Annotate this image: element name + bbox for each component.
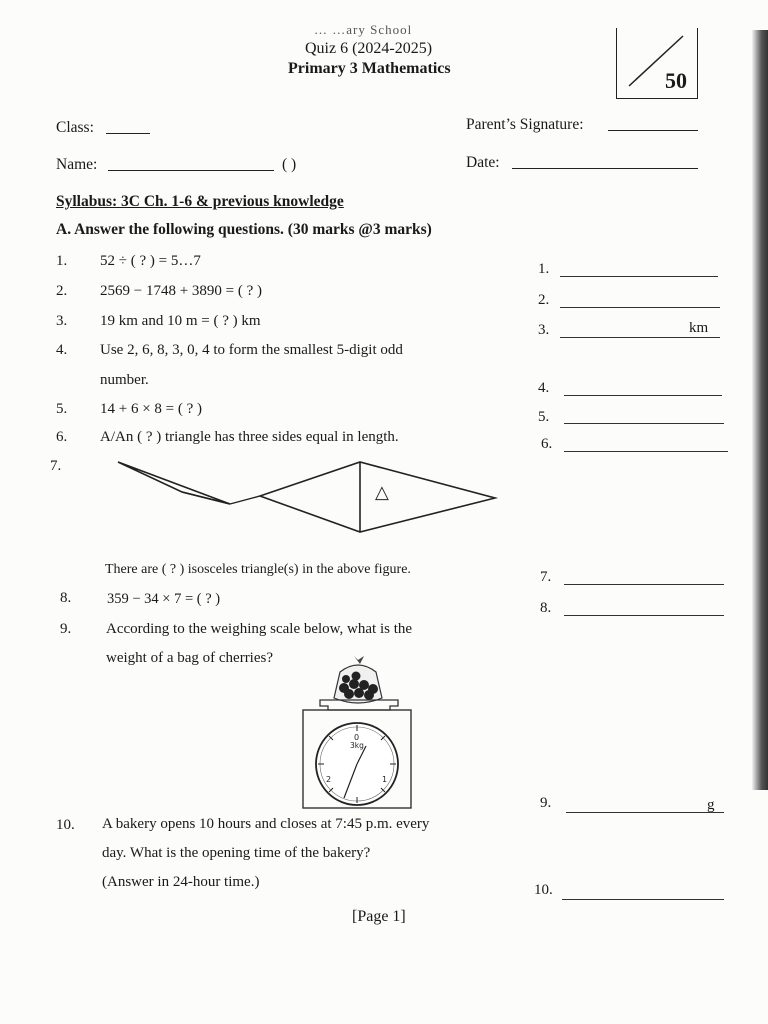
question-number: 4.: [56, 342, 68, 358]
answer-unit-g: g: [707, 797, 715, 813]
question-number: 9.: [60, 621, 72, 637]
question-number: 1.: [56, 253, 68, 269]
class-number-paren: ( ): [282, 156, 297, 173]
question-text: A bakery opens 10 hours and closes at 7:45 p.m. every: [102, 816, 430, 832]
question-text: 14 + 6 × 8 = ( ? ): [100, 401, 203, 417]
answer-number: 2.: [538, 292, 550, 308]
total-marks: 50: [665, 68, 687, 93]
triangle-symbol: △: [375, 482, 389, 503]
question-text: There are ( ? ) isosceles triangle(s) in the above figure.: [105, 562, 411, 577]
answer-line-3[interactable]: [560, 337, 720, 338]
syllabus-line: Syllabus: 3C Ch. 1-6 & previous knowledge: [56, 193, 344, 210]
answer-number: 10.: [534, 882, 553, 898]
question-text: 2569 − 1748 + 3890 = ( ? ): [100, 283, 263, 299]
answer-number: 6.: [541, 436, 553, 452]
answer-line-8[interactable]: [564, 615, 724, 616]
answer-number: 3.: [538, 322, 550, 338]
answer-number: 9.: [540, 795, 552, 811]
answer-line-2[interactable]: [560, 307, 720, 308]
page-number: [Page 1]: [352, 908, 406, 925]
question-number: 3.: [56, 313, 68, 329]
question-text: 19 km and 10 m = ( ? ) km: [100, 313, 261, 329]
question-text: 359 − 34 × 7 = ( ? ): [107, 591, 221, 607]
question-text: A/An ( ? ) triangle has three sides equal in length.: [100, 429, 399, 445]
answer-number: 8.: [540, 600, 552, 616]
scale-left-mark: 2: [326, 775, 332, 784]
question-number: 10.: [56, 817, 75, 833]
weighing-scale-figure: [300, 654, 414, 812]
score-box: [616, 28, 698, 99]
question-number: 8.: [60, 590, 72, 606]
question-text: 52 ÷ ( ? ) = 5…7: [100, 253, 201, 269]
parent-signature-label: Parent’s Signature:: [466, 116, 584, 133]
scale-capacity: 3kg: [350, 741, 364, 750]
answer-number: 4.: [538, 380, 550, 396]
question-number: 6.: [56, 429, 68, 445]
question-number: 5.: [56, 401, 68, 417]
answer-unit-km: km: [689, 320, 709, 336]
question-number: 7.: [50, 458, 62, 474]
quiz-title: Quiz 6 (2024-2025): [305, 40, 433, 57]
answer-line-6[interactable]: [564, 451, 728, 452]
school-name-partial: … …ary School: [314, 22, 413, 37]
answer-number: 1.: [538, 261, 550, 277]
parent-signature-field[interactable]: [608, 130, 698, 131]
answer-line-1[interactable]: [560, 276, 718, 277]
question-text: Use 2, 6, 8, 3, 0, 4 to form the smallest 5-digit odd: [100, 342, 403, 358]
answer-number: 5.: [538, 409, 550, 425]
class-label: Class:: [56, 119, 94, 136]
question-text-line3: (Answer in 24-hour time.): [102, 874, 260, 890]
answer-line-4[interactable]: [564, 395, 722, 396]
triangles-figure: [110, 456, 500, 536]
page-edge-shadow: [752, 30, 768, 790]
date-field[interactable]: [512, 168, 698, 169]
date-label: Date:: [466, 154, 500, 171]
scale-top-mark: 0: [354, 733, 360, 742]
section-a-heading: A. Answer the following questions. (30 marks @3 marks): [56, 221, 432, 238]
name-field[interactable]: [108, 170, 274, 171]
subject-title: Primary 3 Mathematics: [288, 60, 451, 77]
class-field[interactable]: [106, 133, 150, 134]
answer-line-7[interactable]: [564, 584, 724, 585]
question-text-line2: day. What is the opening time of the bakery?: [102, 845, 371, 861]
question-text-line2: weight of a bag of cherries?: [106, 650, 274, 666]
answer-line-10[interactable]: [562, 899, 724, 900]
name-label: Name:: [56, 156, 98, 173]
answer-line-5[interactable]: [564, 423, 724, 424]
answer-line-9[interactable]: [566, 812, 724, 813]
question-text: According to the weighing scale below, what is the: [106, 621, 413, 637]
question-number: 2.: [56, 283, 68, 299]
scale-right-mark: 1: [382, 775, 388, 784]
answer-number: 7.: [540, 569, 552, 585]
question-text-line2: number.: [100, 372, 149, 388]
